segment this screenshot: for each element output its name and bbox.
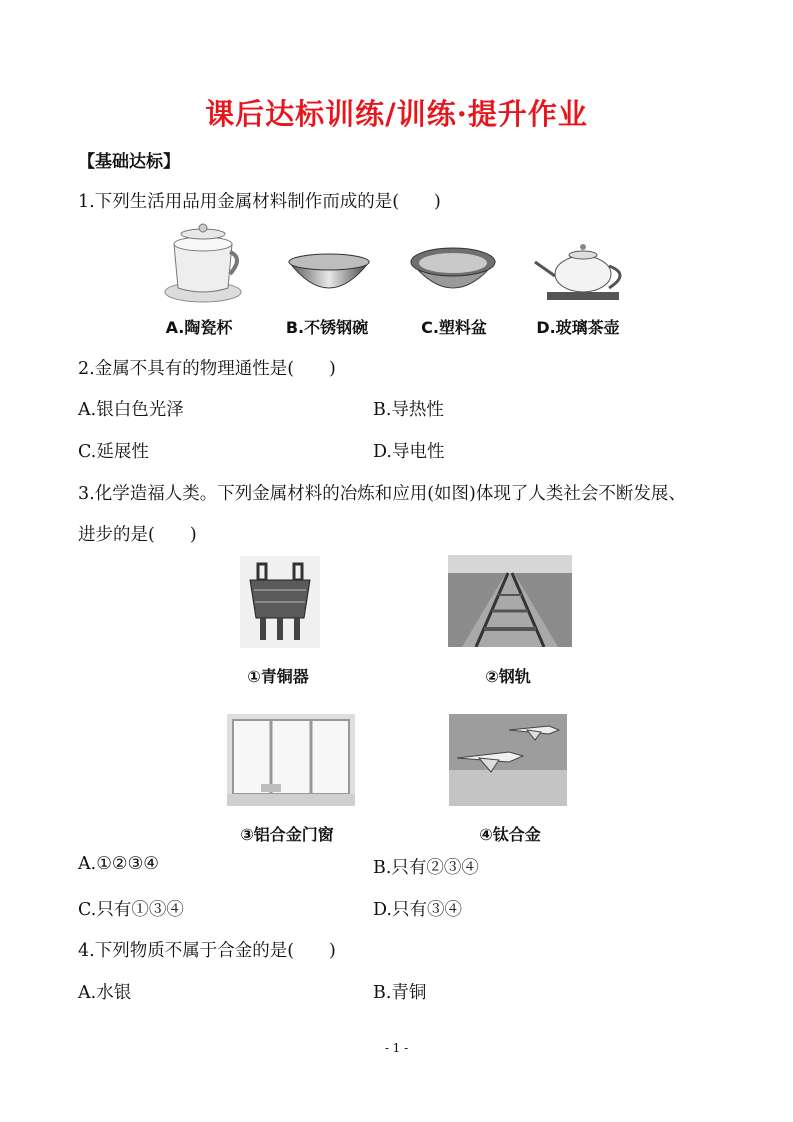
q3-caption-3: ③铝合金门窗 <box>240 825 334 844</box>
steel-bowl-image <box>287 252 371 304</box>
question-1-stem: 1.下列生活用品用金属材料制作而成的是( ) <box>78 192 441 212</box>
q2-option-b: B.导热性 <box>373 400 444 420</box>
q3-caption-4: ④钛合金 <box>479 825 541 844</box>
question-2-stem: 2.金属不具有的物理通性是( ) <box>78 359 336 379</box>
steel-rail-image <box>448 555 572 647</box>
q3-option-c: C.只有①③④ <box>78 900 184 920</box>
page-title: 课后达标训练/训练·提升作业 <box>205 97 588 131</box>
ceramic-cup-image <box>162 222 244 306</box>
q4-option-a: A.水银 <box>78 983 132 1003</box>
q2-option-c: C.延展性 <box>78 442 149 462</box>
question-3-stem-line1: 3.化学造福人类。下列金属材料的冶炼和应用(如图)体现了人类社会不断发展、 <box>78 484 686 504</box>
plastic-basin-image <box>407 244 499 300</box>
glass-teapot-image <box>533 238 633 304</box>
q3-option-a: A.①②③④ <box>78 854 159 874</box>
q3-option-d: D.只有③④ <box>373 900 462 920</box>
q1-caption-c: C.塑料盆 <box>421 318 487 337</box>
q4-option-b: B.青铜 <box>373 983 427 1003</box>
question-3-stem-line2: 进步的是( ) <box>78 525 197 545</box>
question-4-stem: 4.下列物质不属于合金的是( ) <box>78 941 336 961</box>
q2-option-d: D.导电性 <box>373 442 445 462</box>
section-heading: 【基础达标】 <box>78 152 180 172</box>
aluminum-window-image <box>227 714 355 806</box>
q1-caption-b: B.不锈钢碗 <box>285 318 369 337</box>
q2-option-a: A.银白色光泽 <box>78 400 184 420</box>
q1-caption-d: D.玻璃茶壶 <box>536 318 620 337</box>
q1-caption-a: A.陶瓷杯 <box>165 318 233 337</box>
bronze-vessel-image <box>240 556 320 648</box>
q3-caption-2: ②钢轨 <box>485 667 531 686</box>
fighter-jet-image <box>449 714 567 806</box>
page-number: - 1 - <box>384 1041 409 1055</box>
q3-option-b: B.只有②③④ <box>373 858 479 878</box>
q3-caption-1: ①青铜器 <box>247 667 309 686</box>
